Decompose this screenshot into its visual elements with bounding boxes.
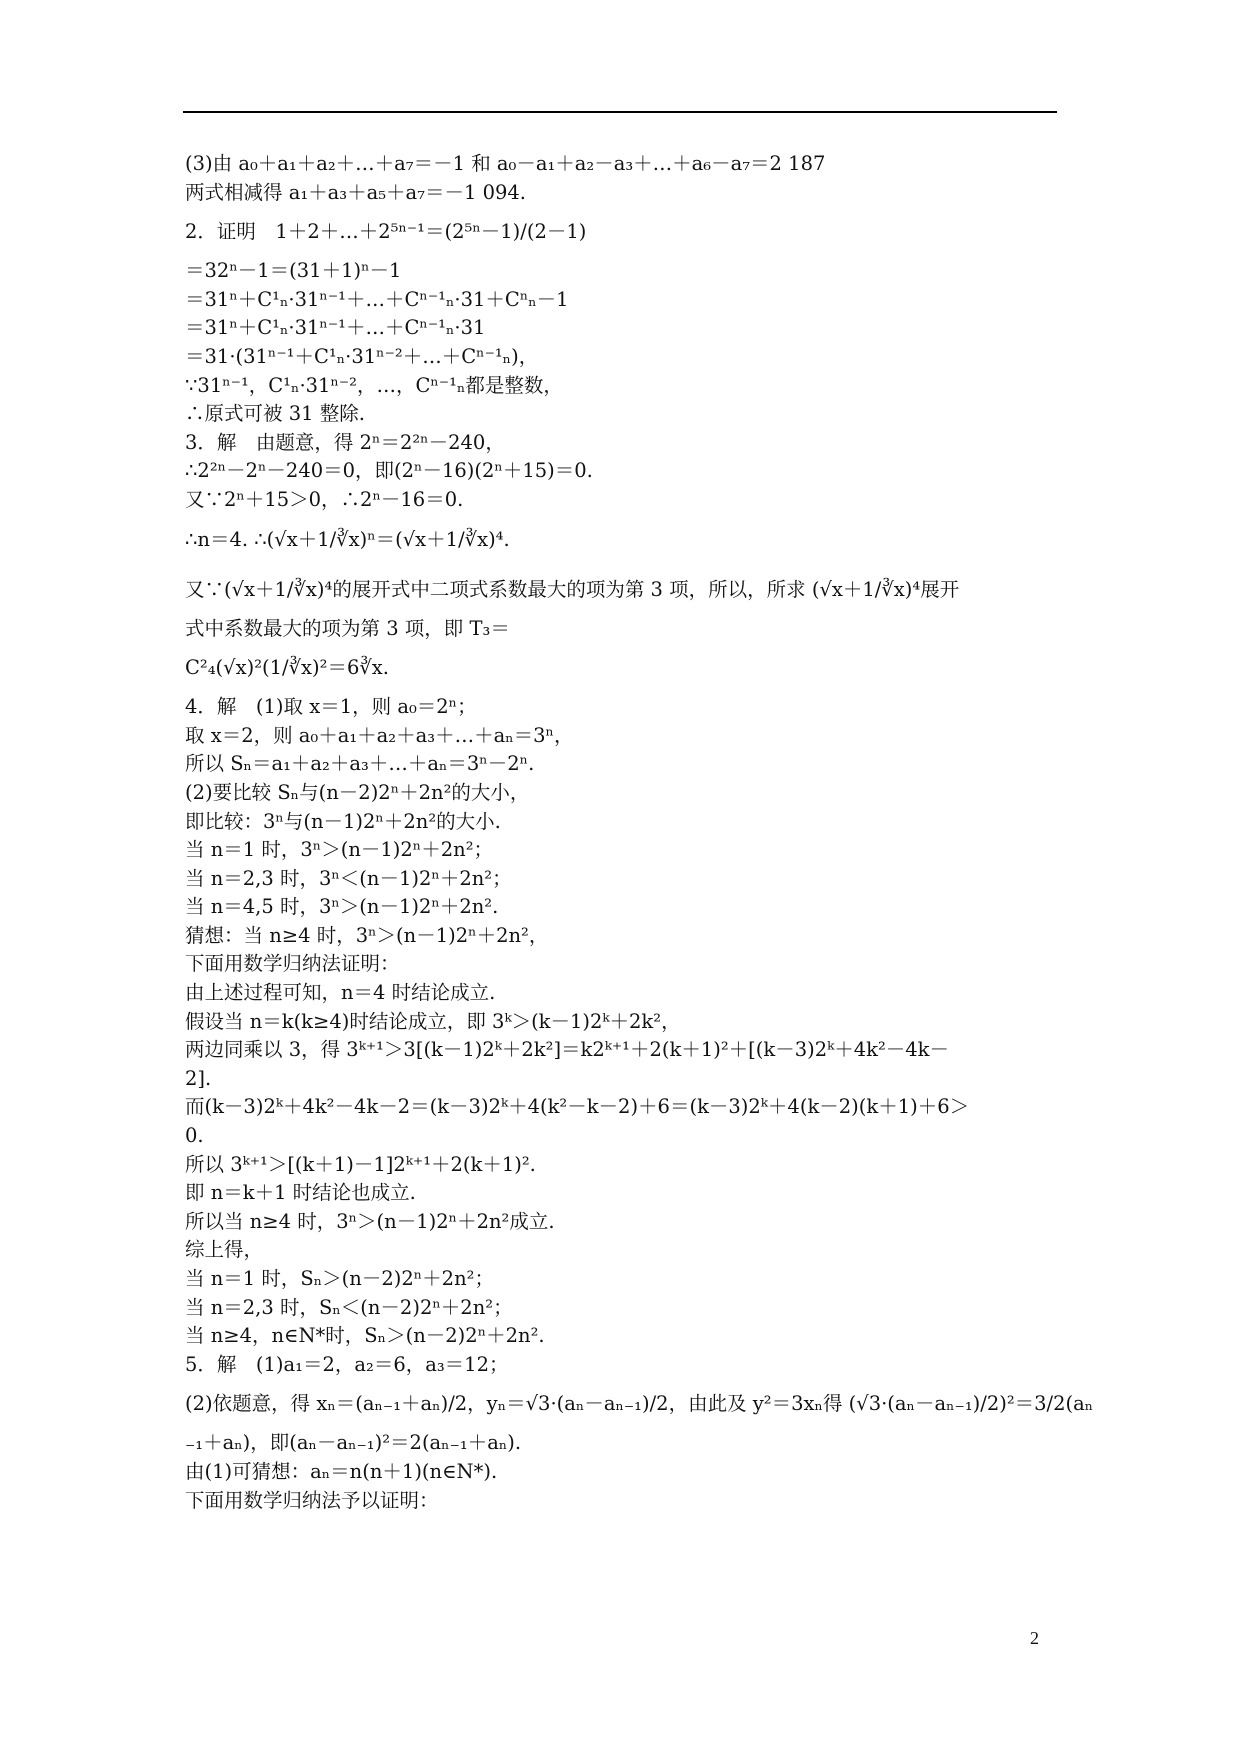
text-line: ₋₁＋aₙ)，即(aₙ－aₙ₋₁)²＝2(aₙ₋₁＋aₙ). [185,1431,522,1455]
text-line: 又∵2ⁿ＋15＞0，∴2ⁿ－16＝0. [185,487,464,511]
text-line: 3．解 由题意，得 2ⁿ＝2²ⁿ－240， [185,430,505,454]
text-line: (2)依题意，得 xₙ＝(aₙ₋₁＋aₙ)/2，yₙ＝√3·(aₙ－aₙ₋₁)/2，由此及 y²＝3xₙ得 (√3·(aₙ－aₙ₋₁)/2)²＝3/2(aₙ [185,1392,1094,1416]
text-line: 下面用数学归纳法证明： [185,952,400,976]
text-line: 2．证明 1＋2＋…＋2⁵ⁿ⁻¹＝(2⁵ⁿ－1)/(2－1) [185,220,587,244]
text-line: 当 n＝2,3 时，Sₙ＜(n－2)2ⁿ＋2n²； [185,1295,513,1319]
text-line: 综上得， [185,1238,264,1262]
text-line: 猜想：当 n≥4 时，3ⁿ＞(n－1)2ⁿ＋2n²， [185,923,549,947]
text-line: 由上述过程可知，n＝4 时结论成立. [185,981,496,1005]
text-line: 而(k－3)2ᵏ＋4k²－4k－2＝(k－3)2ᵏ＋4(k²－k－2)＋6＝(k－3)2ᵏ＋4(k－2)(k＋1)＋6＞ [185,1095,970,1119]
header-rule [183,111,1057,113]
text-line: 式中系数最大的项为第 3 项，即 T₃＝ [185,616,510,640]
text-line: ∴2²ⁿ－2ⁿ－240＝0，即(2ⁿ－16)(2ⁿ＋15)＝0. [185,459,593,483]
text-line: 当 n＝1 时，Sₙ＞(n－2)2ⁿ＋2n²； [185,1267,494,1290]
text-line: 当 n≥4，n∈N*时，Sₙ＞(n－2)2ⁿ＋2n². [185,1324,545,1348]
text-line: 假设当 n＝k(k≥4)时结论成立，即 3ᵏ＞(k－1)2ᵏ＋2k²， [185,1009,681,1033]
text-line: 又∵(√x＋1/∛x)⁴的展开式中二项式系数最大的项为第 3 项，所以，所求 (√x＋1/∛x)⁴展开 [185,577,960,601]
text-line: 即 n＝k＋1 时结论也成立. [185,1181,416,1205]
text-line: ＝31·(31ⁿ⁻¹＋C¹ₙ·31ⁿ⁻²＋…＋Cⁿ⁻¹ₙ)， [185,344,539,368]
text-line: 所以 Sₙ＝a₁＋a₂＋a₃＋…＋aₙ＝3ⁿ－2ⁿ. [185,752,535,776]
page-content [185,150,1094,1515]
text-line: ＝31ⁿ＋C¹ₙ·31ⁿ⁻¹＋…＋Cⁿ⁻¹ₙ·31 [185,316,486,340]
text-line: 所以当 n≥4 时，3ⁿ＞(n－1)2ⁿ＋2n²成立. [185,1209,555,1233]
text-line: 所以 3ᵏ⁺¹＞[(k＋1)－1]2ᵏ⁺¹＋2(k＋1)². [185,1152,536,1176]
text-line: 当 n＝4,5 时，3ⁿ＞(n－1)2ⁿ＋2n². [185,895,499,919]
text-line: 2]. [185,1066,212,1090]
page-number: 2 [1030,1628,1039,1648]
text-line: 两边同乘以 3，得 3ᵏ⁺¹＞3[(k－1)2ᵏ＋2k²]＝k2ᵏ⁺¹＋2(k＋1)²＋[(k－3)2ᵏ＋4k²－4k－ [185,1038,949,1062]
text-line: 即比较：3ⁿ与(n－1)2ⁿ＋2n²的大小. [185,809,501,833]
text-line: ∵31ⁿ⁻¹，C¹ₙ·31ⁿ⁻²，…，Cⁿ⁻¹ₙ都是整数， [185,373,563,397]
text-line: 5．解 (1)a₁＝2，a₂＝6，a₃＝12； [185,1352,509,1376]
text-line: 当 n＝1 时，3ⁿ＞(n－1)2ⁿ＋2n²； [185,838,494,862]
text-line: C²₄(√x)²(1/∛x)²＝6∛x. [185,656,389,680]
text-line: 当 n＝2,3 时，3ⁿ＜(n－1)2ⁿ＋2n²； [185,866,512,890]
text-line: 0. [185,1124,204,1148]
text-line: 下面用数学归纳法予以证明： [185,1488,439,1512]
text-line: (3)由 a₀＋a₁＋a₂＋…＋a₇＝－1 和 a₀－a₁＋a₂－a₃＋…＋a₆－a₇＝2 187 [185,152,826,175]
text-line: (2)要比较 Sₙ与(n－2)2ⁿ＋2n²的大小， [185,780,530,804]
text-line: 4．解 (1)取 x＝1，则 a₀＝2ⁿ； [185,695,477,719]
text-line: ∴n＝4. ∴(√x＋1/∛x)ⁿ＝(√x＋1/∛x)⁴. [185,527,510,551]
text-line: ＝31ⁿ＋C¹ₙ·31ⁿ⁻¹＋…＋Cⁿ⁻¹ₙ·31＋Cⁿₙ－1 [185,287,569,311]
text-line: ＝32ⁿ－1＝(31＋1)ⁿ－1 [185,259,402,283]
text-line: 由(1)可猜想：aₙ＝n(n＋1)(n∈N*). [185,1459,498,1483]
text-line: 两式相减得 a₁＋a₃＋a₅＋a₇＝－1 094. [185,180,526,204]
text-line: 取 x＝2，则 a₀＋a₁＋a₂＋a₃＋…＋aₙ＝3ⁿ， [185,723,574,747]
text-line: ∴原式可被 31 整除. [185,402,365,426]
